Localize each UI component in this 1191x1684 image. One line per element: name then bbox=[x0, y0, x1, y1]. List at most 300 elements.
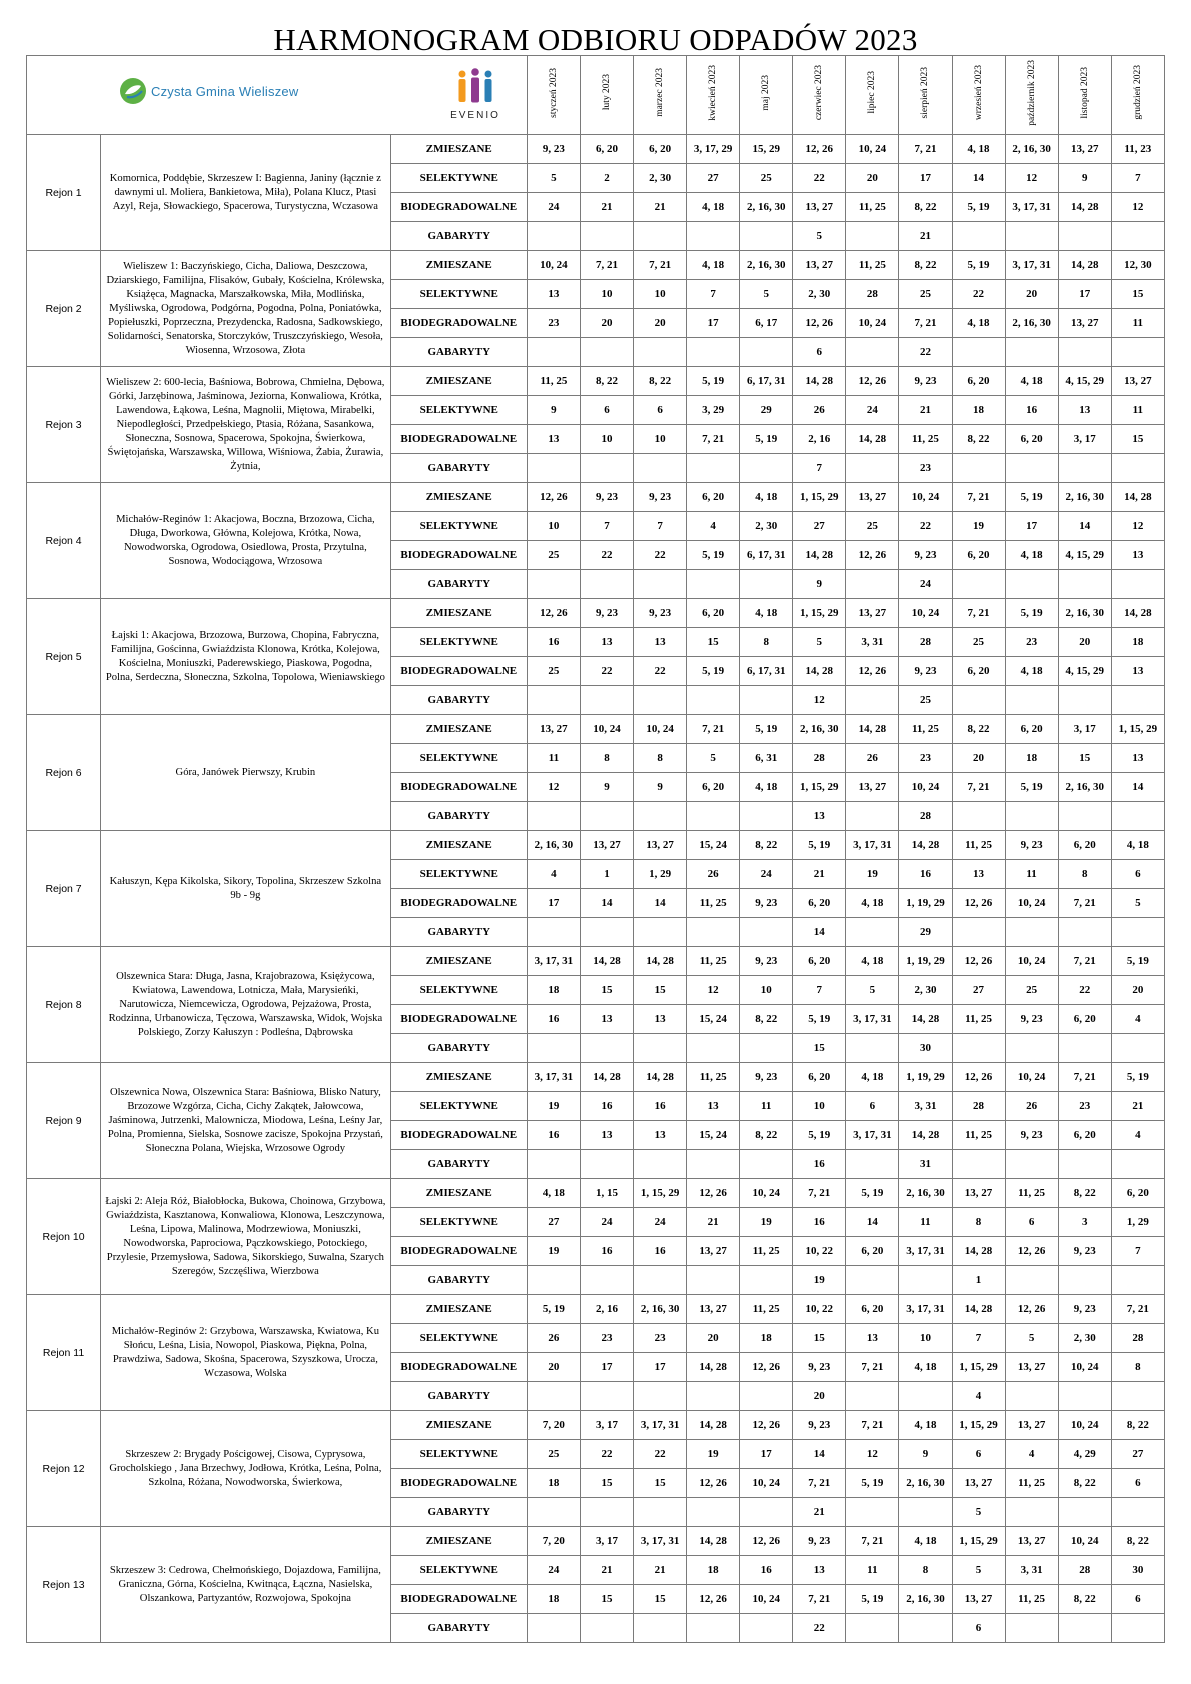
pickup-dates: 8, 22 bbox=[1058, 1179, 1111, 1208]
pickup-dates: 11, 25 bbox=[899, 425, 952, 454]
pickup-dates bbox=[1005, 338, 1058, 367]
pickup-dates: 27 bbox=[687, 164, 740, 193]
pickup-dates: 18 bbox=[527, 1585, 580, 1614]
pickup-dates bbox=[527, 686, 580, 715]
pickup-dates: 13, 27 bbox=[952, 1469, 1005, 1498]
pickup-dates: 1, 29 bbox=[634, 860, 687, 889]
pickup-dates bbox=[634, 686, 687, 715]
pickup-dates: 14, 28 bbox=[899, 1121, 952, 1150]
month-header bbox=[793, 56, 846, 135]
waste-type: SELEKTYWNE bbox=[390, 628, 527, 657]
pickup-dates: 14, 28 bbox=[793, 367, 846, 396]
pickup-dates: 2, 30 bbox=[740, 512, 793, 541]
pickup-dates: 5 bbox=[740, 280, 793, 309]
pickup-dates: 16 bbox=[740, 1556, 793, 1585]
pickup-dates: 7, 21 bbox=[1111, 1295, 1164, 1324]
waste-type: BIODEGRADOWALNE bbox=[390, 193, 527, 222]
pickup-dates: 13 bbox=[1111, 541, 1164, 570]
waste-type: SELEKTYWNE bbox=[390, 744, 527, 773]
pickup-dates: 6, 20 bbox=[687, 599, 740, 628]
pickup-dates: 13 bbox=[634, 1005, 687, 1034]
waste-type: ZMIESZANE bbox=[390, 483, 527, 512]
pickup-dates: 9 bbox=[899, 1440, 952, 1469]
pickup-dates: 2, 16 bbox=[580, 1295, 633, 1324]
pickup-dates: 13 bbox=[793, 1556, 846, 1585]
pickup-dates bbox=[846, 1498, 899, 1527]
pickup-dates: 13 bbox=[634, 628, 687, 657]
pickup-dates: 14, 28 bbox=[952, 1237, 1005, 1266]
pickup-dates: 21 bbox=[899, 222, 952, 251]
table-row bbox=[27, 1527, 1165, 1556]
pickup-dates: 6, 17 bbox=[740, 309, 793, 338]
pickup-dates: 16 bbox=[634, 1092, 687, 1121]
pickup-dates: 6, 20 bbox=[793, 947, 846, 976]
pickup-dates: 4, 18 bbox=[952, 309, 1005, 338]
pickup-dates: 8, 22 bbox=[740, 1005, 793, 1034]
pickup-dates: 8 bbox=[634, 744, 687, 773]
pickup-dates bbox=[580, 802, 633, 831]
pickup-dates: 6, 20 bbox=[952, 541, 1005, 570]
pickup-dates: 5, 19 bbox=[793, 831, 846, 860]
region-name: Rejon 4 bbox=[27, 483, 101, 599]
waste-type: BIODEGRADOWALNE bbox=[390, 657, 527, 686]
region-streets: Skrzeszew 3: Cedrowa, Chełmońskiego, Dojazdowa, Familijna, Graniczna, Górna, Kościelna, Kwitnąca, Łączna, Nasielska, Olszankowa, Partyzantów, Rozwojowa, Spokojna bbox=[101, 1527, 391, 1643]
pickup-dates: 22 bbox=[634, 657, 687, 686]
pickup-dates: 13, 27 bbox=[1005, 1353, 1058, 1382]
pickup-dates: 21 bbox=[1111, 1092, 1164, 1121]
pickup-dates bbox=[952, 1150, 1005, 1179]
pickup-dates: 9, 23 bbox=[580, 599, 633, 628]
pickup-dates bbox=[1058, 1498, 1111, 1527]
pickup-dates bbox=[1005, 802, 1058, 831]
pickup-dates: 3, 17 bbox=[580, 1411, 633, 1440]
pickup-dates: 20 bbox=[580, 309, 633, 338]
pickup-dates: 6 bbox=[846, 1092, 899, 1121]
pickup-dates: 29 bbox=[740, 396, 793, 425]
pickup-dates: 3, 17 bbox=[1058, 425, 1111, 454]
pickup-dates bbox=[1005, 222, 1058, 251]
pickup-dates: 22 bbox=[793, 164, 846, 193]
pickup-dates: 6, 20 bbox=[846, 1295, 899, 1324]
pickup-dates: 6, 17, 31 bbox=[740, 657, 793, 686]
pickup-dates bbox=[634, 1498, 687, 1527]
pickup-dates bbox=[634, 454, 687, 483]
pickup-dates: 5, 19 bbox=[687, 657, 740, 686]
pickup-dates: 2 bbox=[580, 164, 633, 193]
waste-type: GABARYTY bbox=[390, 918, 527, 947]
pickup-dates: 13, 27 bbox=[846, 773, 899, 802]
pickup-dates bbox=[580, 1266, 633, 1295]
pickup-dates: 12, 26 bbox=[846, 541, 899, 570]
pickup-dates: 3, 17, 31 bbox=[634, 1527, 687, 1556]
pickup-dates: 8, 22 bbox=[740, 831, 793, 860]
pickup-dates: 14 bbox=[793, 1440, 846, 1469]
pickup-dates: 2, 16, 30 bbox=[1058, 599, 1111, 628]
pickup-dates: 13 bbox=[580, 628, 633, 657]
pickup-dates: 1, 15, 29 bbox=[793, 773, 846, 802]
pickup-dates bbox=[1058, 338, 1111, 367]
pickup-dates: 2, 16, 30 bbox=[634, 1295, 687, 1324]
pickup-dates: 5, 19 bbox=[846, 1179, 899, 1208]
pickup-dates bbox=[952, 802, 1005, 831]
pickup-dates: 17 bbox=[740, 1440, 793, 1469]
pickup-dates: 5 bbox=[527, 164, 580, 193]
pickup-dates: 7 bbox=[952, 1324, 1005, 1353]
pickup-dates: 17 bbox=[899, 164, 952, 193]
pickup-dates: 20 bbox=[846, 164, 899, 193]
table-row bbox=[27, 483, 1165, 512]
pickup-dates: 15 bbox=[793, 1324, 846, 1353]
schedule-body bbox=[27, 135, 1165, 1643]
pickup-dates: 25 bbox=[740, 164, 793, 193]
pickup-dates: 1, 19, 29 bbox=[899, 1063, 952, 1092]
pickup-dates: 13, 27 bbox=[952, 1179, 1005, 1208]
pickup-dates bbox=[580, 918, 633, 947]
pickup-dates: 7, 21 bbox=[846, 1411, 899, 1440]
pickup-dates bbox=[1111, 1498, 1164, 1527]
waste-type: ZMIESZANE bbox=[390, 715, 527, 744]
pickup-dates: 2, 16, 30 bbox=[1058, 773, 1111, 802]
pickup-dates: 23 bbox=[899, 744, 952, 773]
pickup-dates: 27 bbox=[793, 512, 846, 541]
table-row bbox=[27, 1179, 1165, 1208]
pickup-dates: 10, 24 bbox=[1005, 1063, 1058, 1092]
pickup-dates: 16 bbox=[793, 1208, 846, 1237]
pickup-dates bbox=[634, 570, 687, 599]
pickup-dates: 24 bbox=[527, 1556, 580, 1585]
pickup-dates bbox=[527, 1034, 580, 1063]
pickup-dates: 8, 22 bbox=[952, 715, 1005, 744]
pickup-dates: 14, 28 bbox=[634, 947, 687, 976]
pickup-dates: 13, 27 bbox=[846, 599, 899, 628]
pickup-dates: 4, 18 bbox=[1005, 367, 1058, 396]
pickup-dates: 13 bbox=[1111, 657, 1164, 686]
pickup-dates: 9, 23 bbox=[899, 541, 952, 570]
pickup-dates bbox=[846, 222, 899, 251]
region-name: Rejon 10 bbox=[27, 1179, 101, 1295]
waste-type: ZMIESZANE bbox=[390, 1179, 527, 1208]
pickup-dates: 5, 19 bbox=[793, 1005, 846, 1034]
pickup-dates: 14, 28 bbox=[687, 1353, 740, 1382]
pickup-dates: 25 bbox=[527, 541, 580, 570]
month-label: luty 2023 bbox=[601, 74, 612, 111]
pickup-dates: 7, 21 bbox=[793, 1469, 846, 1498]
pickup-dates: 5, 19 bbox=[846, 1469, 899, 1498]
month-header bbox=[1111, 56, 1164, 135]
waste-type: BIODEGRADOWALNE bbox=[390, 889, 527, 918]
pickup-dates: 7, 21 bbox=[952, 599, 1005, 628]
pickup-dates: 22 bbox=[899, 512, 952, 541]
pickup-dates: 9, 23 bbox=[1005, 831, 1058, 860]
pickup-dates: 10, 24 bbox=[1058, 1353, 1111, 1382]
pickup-dates: 12, 26 bbox=[687, 1179, 740, 1208]
waste-type: GABARYTY bbox=[390, 686, 527, 715]
pickup-dates bbox=[527, 1614, 580, 1643]
pickup-dates bbox=[740, 918, 793, 947]
month-header bbox=[1005, 56, 1058, 135]
czysta-gmina-logo-text: Czysta Gmina Wieliszew bbox=[151, 83, 299, 99]
month-header bbox=[846, 56, 899, 135]
leaf-icon bbox=[119, 77, 147, 105]
pickup-dates: 25 bbox=[527, 657, 580, 686]
pickup-dates bbox=[1111, 570, 1164, 599]
pickup-dates: 3, 17, 31 bbox=[634, 1411, 687, 1440]
pickup-dates bbox=[527, 1498, 580, 1527]
pickup-dates: 6, 31 bbox=[740, 744, 793, 773]
pickup-dates: 16 bbox=[580, 1092, 633, 1121]
waste-type: BIODEGRADOWALNE bbox=[390, 1121, 527, 1150]
pickup-dates: 9 bbox=[634, 773, 687, 802]
table-row bbox=[27, 135, 1165, 164]
pickup-dates bbox=[1058, 1382, 1111, 1411]
pickup-dates: 2, 16, 30 bbox=[899, 1469, 952, 1498]
logo-cell bbox=[27, 56, 528, 135]
pickup-dates: 4, 18 bbox=[527, 1179, 580, 1208]
pickup-dates: 19 bbox=[740, 1208, 793, 1237]
pickup-dates bbox=[687, 1382, 740, 1411]
pickup-dates: 5, 19 bbox=[1111, 947, 1164, 976]
pickup-dates: 12, 26 bbox=[846, 657, 899, 686]
region-streets: Michałów-Reginów 1: Akacjowa, Boczna, Brzozowa, Cicha, Długa, Dworkowa, Główna, Kolejowa, Krótka, Nowa, Nowodworska, Ogrodowa, Osiedlowa, Prosta, Przytulna, Sosnowa, Wodociągowa, Wrzosowa bbox=[101, 483, 391, 599]
region-name: Rejon 9 bbox=[27, 1063, 101, 1179]
pickup-dates: 4 bbox=[687, 512, 740, 541]
pickup-dates bbox=[1005, 570, 1058, 599]
table-row bbox=[27, 367, 1165, 396]
pickup-dates: 12, 26 bbox=[740, 1353, 793, 1382]
pickup-dates bbox=[634, 918, 687, 947]
pickup-dates bbox=[1058, 454, 1111, 483]
pickup-dates: 5, 19 bbox=[952, 251, 1005, 280]
pickup-dates: 1 bbox=[580, 860, 633, 889]
pickup-dates: 11 bbox=[740, 1092, 793, 1121]
region-name: Rejon 11 bbox=[27, 1295, 101, 1411]
pickup-dates: 5, 19 bbox=[687, 367, 740, 396]
region-streets: Skrzeszew 2: Brygady Pościgowej, Cisowa, Cyprysowa, Grocholskiego , Jana Brzechwy, Jodłowa, Krótka, Leśna, Polna, Szkolna, Różana, Nowodworska, Świerkowa, bbox=[101, 1411, 391, 1527]
pickup-dates: 8, 22 bbox=[899, 251, 952, 280]
pickup-dates: 13 bbox=[580, 1121, 633, 1150]
pickup-dates: 17 bbox=[634, 1353, 687, 1382]
pickup-dates bbox=[1058, 1150, 1111, 1179]
pickup-dates bbox=[1111, 1266, 1164, 1295]
pickup-dates: 16 bbox=[580, 1237, 633, 1266]
waste-type: SELEKTYWNE bbox=[390, 512, 527, 541]
pickup-dates: 16 bbox=[527, 1121, 580, 1150]
pickup-dates: 10 bbox=[740, 976, 793, 1005]
pickup-dates bbox=[740, 570, 793, 599]
pickup-dates: 18 bbox=[1005, 744, 1058, 773]
month-label: marzec 2023 bbox=[655, 68, 666, 117]
pickup-dates bbox=[1058, 222, 1111, 251]
pickup-dates: 14, 28 bbox=[687, 1527, 740, 1556]
pickup-dates: 16 bbox=[634, 1237, 687, 1266]
pickup-dates: 4, 18 bbox=[952, 135, 1005, 164]
pickup-dates: 15 bbox=[1058, 744, 1111, 773]
pickup-dates bbox=[1005, 454, 1058, 483]
pickup-dates: 8 bbox=[740, 628, 793, 657]
pickup-dates: 7, 21 bbox=[634, 251, 687, 280]
pickup-dates: 6, 20 bbox=[687, 483, 740, 512]
waste-type: ZMIESZANE bbox=[390, 251, 527, 280]
pickup-dates bbox=[1058, 1266, 1111, 1295]
pickup-dates bbox=[580, 1150, 633, 1179]
pickup-dates: 3, 17, 31 bbox=[899, 1295, 952, 1324]
pickup-dates: 14 bbox=[1058, 512, 1111, 541]
pickup-dates: 19 bbox=[846, 860, 899, 889]
pickup-dates: 24 bbox=[740, 860, 793, 889]
pickup-dates: 3, 17 bbox=[1058, 715, 1111, 744]
pickup-dates bbox=[580, 570, 633, 599]
pickup-dates bbox=[1058, 570, 1111, 599]
pickup-dates: 10, 24 bbox=[899, 599, 952, 628]
pickup-dates bbox=[740, 1382, 793, 1411]
pickup-dates: 11, 25 bbox=[740, 1237, 793, 1266]
pickup-dates bbox=[846, 570, 899, 599]
pickup-dates: 6 bbox=[952, 1614, 1005, 1643]
pickup-dates bbox=[740, 454, 793, 483]
pickup-dates: 14, 28 bbox=[634, 1063, 687, 1092]
pickup-dates: 7, 21 bbox=[1058, 889, 1111, 918]
pickup-dates: 20 bbox=[1111, 976, 1164, 1005]
region-streets: Kałuszyn, Kępa Kikolska, Sikory, Topolina, Skrzeszew Szkolna 9b - 9g bbox=[101, 831, 391, 947]
waste-type: ZMIESZANE bbox=[390, 947, 527, 976]
pickup-dates: 14, 28 bbox=[687, 1411, 740, 1440]
pickup-dates bbox=[580, 222, 633, 251]
waste-type: BIODEGRADOWALNE bbox=[390, 1585, 527, 1614]
table-row bbox=[27, 947, 1165, 976]
pickup-dates: 6, 20 bbox=[1111, 1179, 1164, 1208]
pickup-dates bbox=[846, 802, 899, 831]
pickup-dates: 13, 27 bbox=[793, 193, 846, 222]
pickup-dates: 5, 19 bbox=[1005, 599, 1058, 628]
pickup-dates bbox=[580, 1498, 633, 1527]
pickup-dates: 7 bbox=[634, 512, 687, 541]
pickup-dates: 21 bbox=[793, 860, 846, 889]
pickup-dates: 13 bbox=[527, 425, 580, 454]
pickup-dates: 4 bbox=[1111, 1005, 1164, 1034]
pickup-dates: 12, 26 bbox=[952, 1063, 1005, 1092]
pickup-dates: 6, 17, 31 bbox=[740, 541, 793, 570]
pickup-dates bbox=[687, 918, 740, 947]
pickup-dates bbox=[952, 686, 1005, 715]
pickup-dates: 6 bbox=[1005, 1208, 1058, 1237]
pickup-dates: 3, 17, 29 bbox=[687, 135, 740, 164]
pickup-dates bbox=[1111, 1614, 1164, 1643]
pickup-dates: 3, 17, 31 bbox=[846, 1005, 899, 1034]
pickup-dates: 4, 18 bbox=[899, 1411, 952, 1440]
pickup-dates: 12, 26 bbox=[687, 1585, 740, 1614]
waste-type: GABARYTY bbox=[390, 454, 527, 483]
pickup-dates: 21 bbox=[580, 193, 633, 222]
pickup-dates: 11, 23 bbox=[1111, 135, 1164, 164]
pickup-dates: 18 bbox=[687, 1556, 740, 1585]
pickup-dates: 4, 18 bbox=[1005, 657, 1058, 686]
table-row bbox=[27, 251, 1165, 280]
pickup-dates: 16 bbox=[899, 860, 952, 889]
pickup-dates: 4, 18 bbox=[846, 947, 899, 976]
pickup-dates: 8 bbox=[899, 1556, 952, 1585]
pickup-dates: 24 bbox=[634, 1208, 687, 1237]
table-row bbox=[27, 715, 1165, 744]
pickup-dates bbox=[527, 222, 580, 251]
waste-type: ZMIESZANE bbox=[390, 135, 527, 164]
pickup-dates: 4, 18 bbox=[740, 773, 793, 802]
pickup-dates: 5 bbox=[1005, 1324, 1058, 1353]
pickup-dates: 7, 20 bbox=[527, 1527, 580, 1556]
pickup-dates: 7, 20 bbox=[527, 1411, 580, 1440]
pickup-dates: 28 bbox=[846, 280, 899, 309]
pickup-dates: 12 bbox=[1005, 164, 1058, 193]
pickup-dates: 14, 28 bbox=[846, 425, 899, 454]
pickup-dates: 3, 17, 31 bbox=[527, 947, 580, 976]
pickup-dates: 12 bbox=[687, 976, 740, 1005]
pickup-dates bbox=[740, 1150, 793, 1179]
pickup-dates: 1, 15, 29 bbox=[1111, 715, 1164, 744]
pickup-dates bbox=[687, 802, 740, 831]
pickup-dates: 10 bbox=[527, 512, 580, 541]
pickup-dates: 3, 17 bbox=[580, 1527, 633, 1556]
pickup-dates: 17 bbox=[1005, 512, 1058, 541]
pickup-dates: 22 bbox=[899, 338, 952, 367]
pickup-dates: 11, 25 bbox=[1005, 1469, 1058, 1498]
pickup-dates bbox=[740, 1498, 793, 1527]
pickup-dates: 2, 30 bbox=[899, 976, 952, 1005]
pickup-dates bbox=[687, 1034, 740, 1063]
waste-type: BIODEGRADOWALNE bbox=[390, 1469, 527, 1498]
pickup-dates: 6, 20 bbox=[1005, 715, 1058, 744]
pickup-dates: 10, 24 bbox=[899, 483, 952, 512]
pickup-dates: 19 bbox=[527, 1237, 580, 1266]
pickup-dates: 2, 30 bbox=[1058, 1324, 1111, 1353]
pickup-dates: 3, 31 bbox=[846, 628, 899, 657]
region-name: Rejon 8 bbox=[27, 947, 101, 1063]
pickup-dates: 14, 28 bbox=[952, 1295, 1005, 1324]
pickup-dates: 22 bbox=[634, 541, 687, 570]
pickup-dates: 15 bbox=[580, 1469, 633, 1498]
pickup-dates: 9, 23 bbox=[740, 889, 793, 918]
pickup-dates: 13 bbox=[846, 1324, 899, 1353]
pickup-dates: 7 bbox=[793, 976, 846, 1005]
pickup-dates: 3, 17, 31 bbox=[1005, 193, 1058, 222]
pickup-dates: 12, 26 bbox=[793, 135, 846, 164]
table-row bbox=[27, 831, 1165, 860]
pickup-dates: 9, 23 bbox=[1058, 1295, 1111, 1324]
pickup-dates bbox=[1058, 802, 1111, 831]
pickup-dates: 5, 19 bbox=[1005, 483, 1058, 512]
pickup-dates: 12 bbox=[846, 1440, 899, 1469]
pickup-dates: 22 bbox=[580, 657, 633, 686]
pickup-dates: 2, 30 bbox=[634, 164, 687, 193]
pickup-dates: 7, 21 bbox=[687, 425, 740, 454]
pickup-dates: 3, 31 bbox=[899, 1092, 952, 1121]
pickup-dates: 12, 26 bbox=[740, 1411, 793, 1440]
pickup-dates bbox=[740, 802, 793, 831]
waste-type: BIODEGRADOWALNE bbox=[390, 1005, 527, 1034]
waste-type: ZMIESZANE bbox=[390, 1411, 527, 1440]
pickup-dates: 13 bbox=[580, 1005, 633, 1034]
pickup-dates: 13, 27 bbox=[952, 1585, 1005, 1614]
pickup-dates: 3, 17, 31 bbox=[1005, 251, 1058, 280]
pickup-dates: 12, 26 bbox=[527, 599, 580, 628]
pickup-dates: 17 bbox=[527, 889, 580, 918]
pickup-dates bbox=[899, 1614, 952, 1643]
waste-type: BIODEGRADOWALNE bbox=[390, 309, 527, 338]
pickup-dates: 8 bbox=[952, 1208, 1005, 1237]
pickup-dates: 13 bbox=[793, 802, 846, 831]
pickup-dates bbox=[1005, 918, 1058, 947]
pickup-dates: 19 bbox=[793, 1266, 846, 1295]
pickup-dates: 22 bbox=[580, 541, 633, 570]
pickup-dates bbox=[1005, 1498, 1058, 1527]
